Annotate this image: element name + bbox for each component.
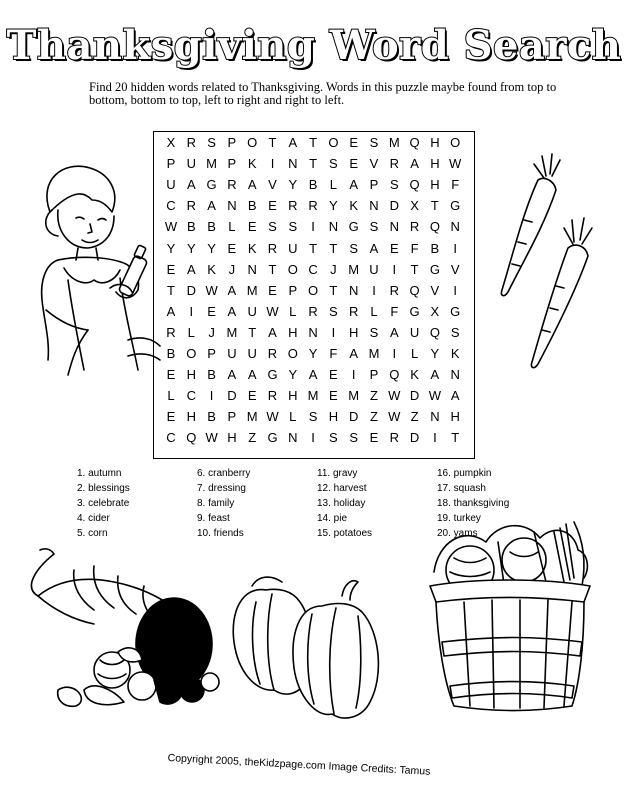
grid-letter: W bbox=[205, 282, 218, 298]
grid-letter: A bbox=[247, 177, 257, 193]
grid-letter: Q bbox=[186, 430, 197, 446]
copyright-text: Copyright 2005, theKidzpage.com Image Credits: Tamus bbox=[167, 752, 431, 778]
vegetable-basket-icon bbox=[414, 502, 604, 712]
grid-letter: V bbox=[369, 156, 379, 172]
grid-letter: T bbox=[451, 430, 460, 446]
grid-letter: E bbox=[389, 240, 399, 256]
word-item: 7. dressing bbox=[197, 483, 246, 494]
grid-letter: F bbox=[451, 177, 460, 193]
word-item: 4. cider bbox=[77, 513, 110, 524]
grid-letter: A bbox=[186, 261, 196, 277]
bell-peppers-icon bbox=[226, 572, 396, 722]
grid-letter: D bbox=[186, 282, 196, 298]
grid-letter: L bbox=[289, 303, 297, 319]
grid-letter: C bbox=[166, 430, 176, 446]
grid-letter: P bbox=[227, 156, 237, 172]
grid-letter: A bbox=[349, 177, 359, 193]
grid-letter: E bbox=[349, 156, 359, 172]
grid-letter: M bbox=[246, 282, 258, 298]
grid-letter: P bbox=[207, 346, 216, 361]
grid-letter: I bbox=[189, 303, 194, 319]
grid-letter: E bbox=[369, 430, 379, 446]
grid-letter: R bbox=[389, 282, 399, 298]
word-item: 13. holiday bbox=[317, 498, 366, 509]
grid-letter: T bbox=[309, 240, 318, 256]
grid-letter: B bbox=[207, 219, 216, 235]
grid-letter: Q bbox=[409, 282, 420, 298]
grid-letter: P bbox=[369, 177, 379, 193]
grid-letter: R bbox=[186, 135, 196, 150]
grid-letter: K bbox=[410, 367, 419, 383]
grid-letter: K bbox=[247, 156, 257, 172]
grid-letter: R bbox=[348, 303, 359, 319]
grid-letter: G bbox=[206, 177, 217, 193]
word-list-column bbox=[77, 466, 197, 541]
grid-letter: H bbox=[186, 409, 196, 425]
grid-letter: G bbox=[409, 303, 420, 319]
grid-letter: D bbox=[389, 198, 399, 214]
grid-letter: E bbox=[268, 198, 277, 214]
cornucopia-icon bbox=[14, 540, 234, 710]
grid-letter: I bbox=[433, 430, 437, 446]
grid-letter: B bbox=[247, 198, 257, 214]
grid-letter: N bbox=[308, 324, 318, 340]
word-item: 11. gravy bbox=[317, 468, 358, 479]
grid-letter: A bbox=[207, 198, 216, 214]
grid-letter: F bbox=[329, 346, 338, 361]
grid-letter: P bbox=[369, 367, 379, 383]
grid-letter: D bbox=[409, 388, 420, 404]
grid-letter: S bbox=[207, 135, 216, 150]
grid-letter: E bbox=[166, 409, 176, 425]
grid-letter: Z bbox=[410, 409, 419, 425]
grid-letter: A bbox=[186, 177, 196, 193]
grid-letter: L bbox=[228, 219, 236, 235]
grid-letter: A bbox=[389, 324, 399, 340]
grid-letter: O bbox=[247, 135, 258, 150]
grid-letter: W bbox=[205, 430, 218, 446]
grid-letter: M bbox=[246, 409, 258, 425]
grid-letter: U bbox=[369, 261, 379, 277]
grid-letter: H bbox=[227, 430, 237, 446]
grid-letter: H bbox=[186, 367, 196, 383]
grid-letter: P bbox=[166, 156, 176, 172]
word-item: 15. potatoes bbox=[317, 528, 373, 539]
grid-letter: E bbox=[329, 367, 338, 383]
grid-letter: W bbox=[164, 219, 178, 235]
grid-letter: H bbox=[430, 177, 440, 193]
grid-letter: S bbox=[349, 430, 359, 446]
word-item: 16. pumpkin bbox=[437, 468, 492, 479]
grid-letter: Q bbox=[429, 219, 440, 235]
grid-letter: N bbox=[227, 198, 237, 214]
grid-letter: T bbox=[268, 135, 277, 150]
grid-letter: W bbox=[428, 388, 442, 404]
grid-letter: E bbox=[349, 135, 359, 150]
grid-letter: S bbox=[329, 430, 338, 446]
grid-letter: D bbox=[348, 409, 359, 425]
grid-letter: Y bbox=[288, 177, 298, 193]
grid-letter: R bbox=[308, 303, 318, 319]
grid-letter: I bbox=[331, 324, 336, 340]
grid-letter: A bbox=[430, 367, 440, 383]
grid-letter: M bbox=[388, 135, 400, 150]
grid-letter: Z bbox=[248, 430, 257, 446]
grid-letter: I bbox=[311, 430, 315, 446]
grid-letter: I bbox=[453, 240, 457, 256]
grid-letter: H bbox=[450, 409, 460, 425]
grid-letter: C bbox=[308, 261, 318, 277]
word-item: 9. feast bbox=[197, 513, 230, 524]
grid-letter: N bbox=[288, 156, 298, 172]
grid-letter: J bbox=[330, 261, 337, 277]
grid-letter: W bbox=[266, 303, 279, 319]
grid-letter: H bbox=[430, 156, 440, 172]
grid-letter: J bbox=[228, 261, 236, 277]
grid-letter: D bbox=[227, 388, 237, 404]
grid-letter: R bbox=[288, 198, 298, 214]
grid-letter: B bbox=[166, 346, 176, 361]
grid-letter: R bbox=[227, 177, 237, 193]
grid-letter: N bbox=[247, 261, 257, 277]
grid-letter: A bbox=[349, 346, 359, 361]
grid-letter: I bbox=[209, 388, 214, 404]
grid-letter: M bbox=[307, 388, 319, 404]
girl-with-bottle-icon bbox=[28, 160, 163, 385]
word-item: 2. blessings bbox=[77, 483, 130, 494]
grid-letter: G bbox=[450, 198, 461, 214]
word-item: 6. cranberry bbox=[197, 468, 251, 479]
grid-letter: N bbox=[389, 219, 399, 235]
grid-letter: T bbox=[268, 261, 277, 277]
grid-letter: E bbox=[247, 388, 257, 404]
grid-letter: O bbox=[287, 261, 298, 277]
grid-letter: U bbox=[166, 177, 176, 193]
grid-letter: L bbox=[167, 388, 175, 404]
grid-letter: X bbox=[430, 303, 440, 319]
grid-letter: W bbox=[449, 156, 462, 172]
word-item: 12. harvest bbox=[317, 483, 367, 494]
grid-letter: D bbox=[409, 430, 420, 446]
grid-letter: I bbox=[351, 367, 356, 383]
grid-letter: Y bbox=[308, 346, 318, 361]
grid-letter: U bbox=[186, 156, 196, 172]
grid-letter: G bbox=[267, 430, 278, 446]
grid-letter: I bbox=[392, 261, 397, 277]
word-item: 3. celebrate bbox=[77, 498, 130, 509]
grid-letter: Z bbox=[370, 409, 378, 425]
grid-letter: Y bbox=[288, 367, 298, 383]
grid-letter: O bbox=[308, 282, 319, 298]
word-item: 20. yams bbox=[437, 528, 478, 539]
grid-letter: Y bbox=[186, 240, 196, 256]
grid-letter: A bbox=[450, 388, 460, 404]
grid-letter: Q bbox=[389, 367, 400, 383]
grid-letter: I bbox=[372, 282, 376, 298]
grid-letter: O bbox=[328, 135, 339, 150]
word-item: 19. turkey bbox=[437, 513, 481, 524]
grid-letter: I bbox=[270, 156, 275, 172]
grid-letter: E bbox=[227, 240, 237, 256]
grid-letter: B bbox=[207, 409, 216, 425]
grid-letter: U bbox=[409, 324, 420, 340]
grid-letter: A bbox=[308, 367, 318, 383]
grid-letter: V bbox=[450, 261, 460, 277]
page-title: Thanksgiving Word Search bbox=[6, 22, 622, 69]
grid-letter: N bbox=[430, 409, 440, 425]
grid-letter: L bbox=[187, 324, 195, 340]
grid-letter: E bbox=[247, 219, 257, 235]
grid-letter: N bbox=[328, 219, 339, 235]
word-list-column bbox=[197, 466, 317, 541]
grid-letter: N bbox=[348, 282, 359, 298]
grid-letter: I bbox=[311, 219, 315, 235]
grid-letter: G bbox=[348, 219, 359, 235]
grid-letter: W bbox=[388, 388, 401, 404]
grid-letter: S bbox=[329, 303, 338, 319]
instructions-text: Find 20 hidden words related to Thanksgiving. Words in this puzzle maybe found from top to bottom, bottom to top, left to right and right to left. bbox=[89, 80, 557, 107]
grid-letter: M bbox=[226, 324, 238, 340]
grid-letter: T bbox=[329, 282, 338, 298]
grid-letter: R bbox=[308, 198, 318, 214]
grid-letter: M bbox=[206, 156, 218, 172]
grid-letter: R bbox=[267, 388, 278, 404]
grid-letter: W bbox=[266, 409, 279, 425]
grid-letter: K bbox=[247, 240, 257, 256]
grid-letter: U bbox=[247, 346, 257, 361]
grid-letter: M bbox=[348, 261, 360, 277]
grid-letter: K bbox=[450, 346, 460, 361]
grid-letter: T bbox=[309, 156, 318, 172]
grid-letter: V bbox=[430, 282, 440, 298]
grid-letter: X bbox=[166, 135, 176, 150]
grid-letter: H bbox=[348, 324, 359, 340]
word-item: 17. squash bbox=[437, 483, 486, 494]
grid-letter: G bbox=[429, 261, 440, 277]
grid-letter: Q bbox=[409, 177, 420, 193]
grid-letter: T bbox=[329, 240, 338, 256]
grid-letter: T bbox=[248, 324, 257, 340]
grid-letter: S bbox=[389, 177, 399, 193]
grid-letter: S bbox=[450, 324, 460, 340]
word-item: 18. thanksgiving bbox=[437, 498, 510, 509]
grid-letter: S bbox=[308, 409, 318, 425]
word-search-grid bbox=[153, 131, 475, 459]
word-item: 1. autumn bbox=[77, 468, 122, 479]
grid-letter: B bbox=[430, 240, 440, 256]
grid-letter: M bbox=[368, 346, 380, 361]
grid-letter: R bbox=[267, 240, 278, 256]
grid-letter: L bbox=[329, 177, 337, 193]
grid-letter: O bbox=[287, 346, 298, 361]
grid-letter: U bbox=[288, 240, 298, 256]
grid-letter: M bbox=[348, 388, 360, 404]
grid-letter: R bbox=[389, 430, 399, 446]
word-item: 14. pie bbox=[317, 513, 348, 524]
grid-letter: L bbox=[410, 346, 419, 361]
grid-letter: N bbox=[288, 430, 298, 446]
grid-letter: H bbox=[288, 388, 298, 404]
grid-letter: O bbox=[186, 346, 197, 361]
grid-letter: I bbox=[392, 346, 397, 361]
grid-letter: I bbox=[453, 282, 457, 298]
grid-letter: R bbox=[389, 156, 399, 172]
grid-letter: Q bbox=[429, 324, 440, 340]
grid-letter: P bbox=[288, 282, 298, 298]
grid-letter: Y bbox=[166, 240, 176, 256]
grid-letter: B bbox=[308, 177, 318, 193]
grid-letter: E bbox=[166, 367, 176, 383]
grid-letter: S bbox=[268, 219, 277, 235]
grid-letter: S bbox=[349, 240, 359, 256]
carrots-icon bbox=[494, 150, 604, 380]
grid-letter: N bbox=[450, 367, 460, 383]
grid-letter: E bbox=[329, 388, 338, 404]
grid-letter: R bbox=[267, 346, 278, 361]
word-item: 10. friends bbox=[197, 528, 244, 539]
grid-letter: A bbox=[268, 324, 277, 340]
grid-letter: C bbox=[186, 388, 196, 404]
grid-letter: Y bbox=[207, 240, 216, 256]
grid-letter: A bbox=[166, 303, 176, 319]
grid-letter: H bbox=[430, 135, 440, 150]
grid-letter: T bbox=[309, 135, 318, 150]
grid-letter: W bbox=[388, 409, 401, 425]
grid-letter: R bbox=[186, 198, 196, 214]
grid-letter: S bbox=[369, 135, 379, 150]
grid-letter: G bbox=[450, 303, 461, 319]
grid-letter: R bbox=[409, 219, 420, 235]
grid-letter: U bbox=[247, 303, 257, 319]
grid-letter: R bbox=[166, 324, 176, 340]
grid-letter: O bbox=[450, 135, 461, 150]
grid-letter: C bbox=[166, 198, 176, 214]
grid-letter: H bbox=[328, 409, 339, 425]
grid-letter: J bbox=[208, 324, 215, 340]
grid-letter: A bbox=[227, 282, 237, 298]
word-item: 5. corn bbox=[77, 528, 108, 539]
grid-letter: N bbox=[369, 198, 379, 214]
grid-letter: Q bbox=[409, 135, 420, 150]
grid-letter: P bbox=[227, 409, 237, 425]
grid-letter: F bbox=[410, 240, 419, 256]
grid-letter: S bbox=[369, 219, 379, 235]
grid-letter: A bbox=[247, 367, 257, 383]
grid-letter: K bbox=[349, 198, 359, 214]
grid-letter: N bbox=[450, 219, 460, 235]
grid-letter: L bbox=[289, 409, 297, 425]
grid-letter: S bbox=[288, 219, 298, 235]
grid-letter: X bbox=[410, 198, 419, 214]
grid-letter: A bbox=[410, 156, 419, 172]
grid-letter: A bbox=[227, 367, 237, 383]
grid-letter: S bbox=[369, 324, 379, 340]
grid-letter: E bbox=[166, 261, 176, 277]
grid-letter: P bbox=[227, 135, 237, 150]
word-item: 8. family bbox=[197, 498, 235, 509]
grid-letter: T bbox=[410, 261, 419, 277]
grid-letter: K bbox=[207, 261, 216, 277]
grid-letter: G bbox=[267, 367, 278, 383]
grid-letter: S bbox=[329, 156, 338, 172]
grid-letter: A bbox=[369, 240, 379, 256]
grid-letter: E bbox=[268, 282, 277, 298]
grid-letter: H bbox=[288, 324, 298, 340]
grid-letter: F bbox=[390, 303, 399, 319]
grid-letter: Y bbox=[329, 198, 338, 214]
grid-letter: A bbox=[288, 135, 298, 150]
grid-letter: A bbox=[227, 303, 237, 319]
grid-letter: B bbox=[186, 219, 196, 235]
grid-letter: U bbox=[227, 346, 237, 361]
grid-letter: B bbox=[207, 367, 216, 383]
grid-letter: Z bbox=[370, 388, 378, 404]
grid-letter: E bbox=[207, 303, 216, 319]
grid-letter: V bbox=[268, 177, 277, 193]
grid-letter: T bbox=[167, 282, 175, 298]
grid-letter: T bbox=[430, 198, 439, 214]
grid-letter: Y bbox=[430, 346, 440, 361]
grid-letter: L bbox=[370, 303, 378, 319]
